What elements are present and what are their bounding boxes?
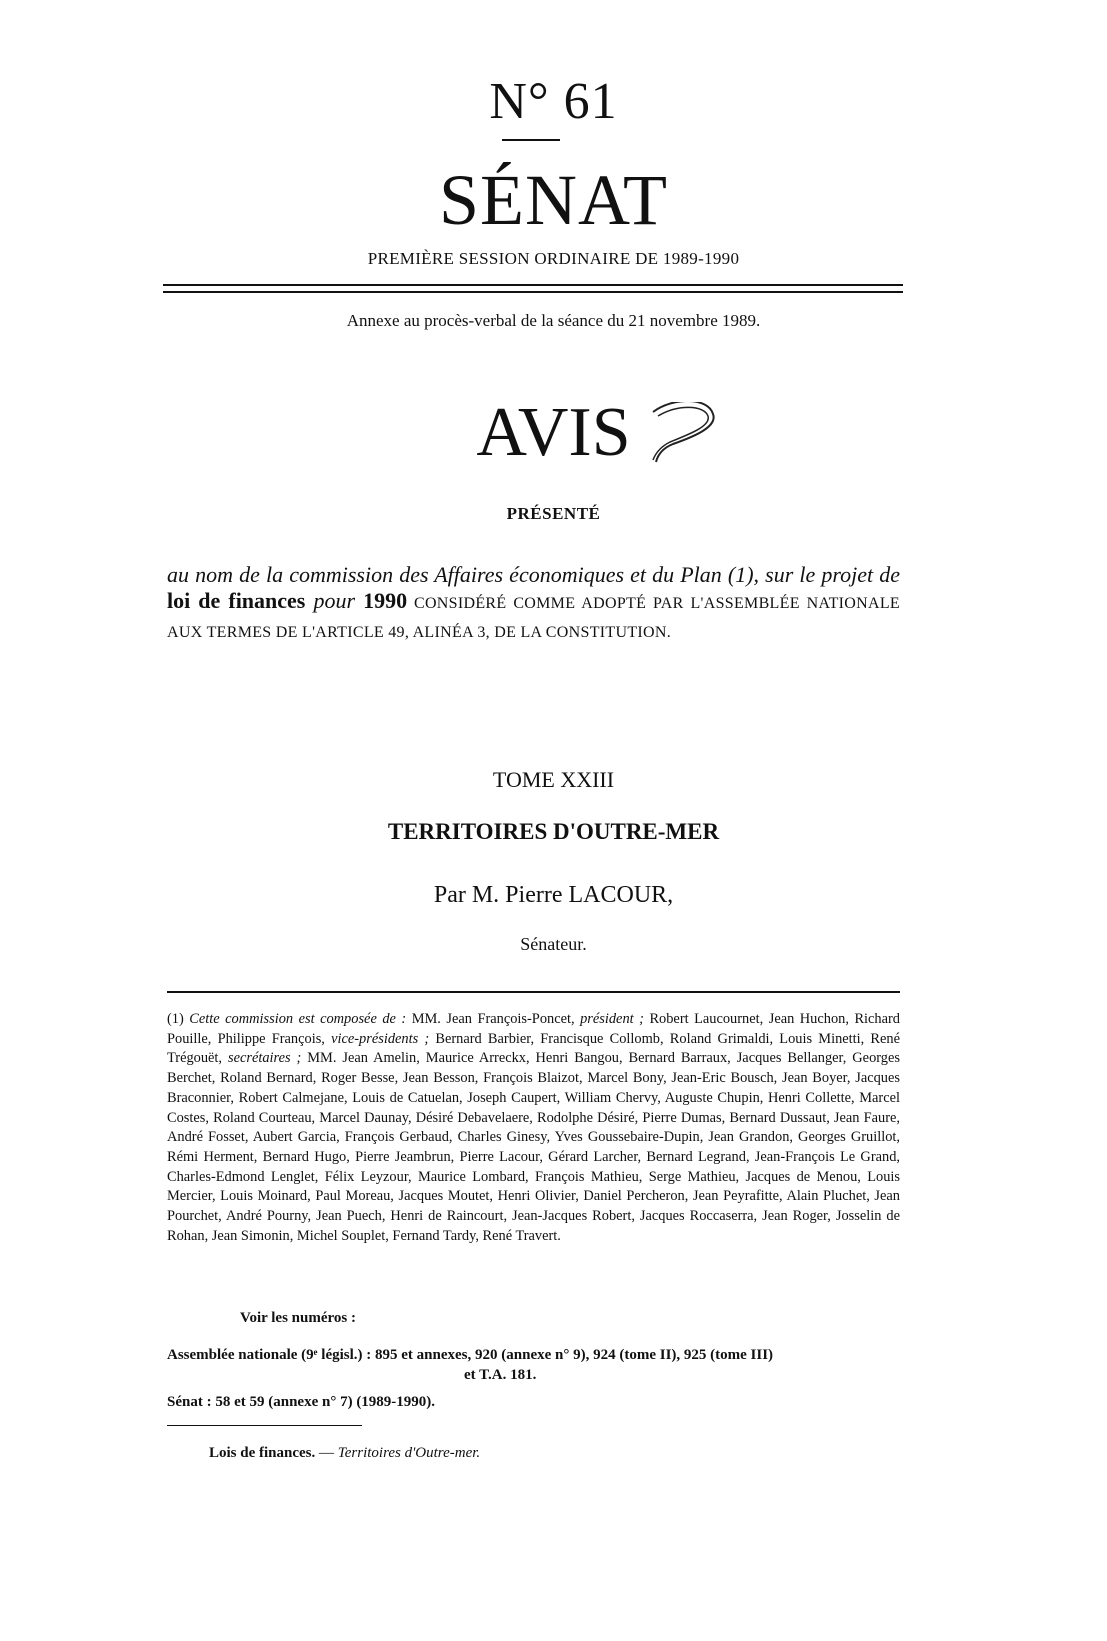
chamber-name: SÉNAT xyxy=(438,160,668,240)
double-rule xyxy=(163,284,903,293)
references-senate: Sénat : 58 et 59 (annexe n° 7) (1989-1990). xyxy=(167,1394,436,1410)
footnote-commission xyxy=(167,1010,900,1246)
subject-bold: loi de finances xyxy=(167,588,306,613)
classification-label: Lois de finances. xyxy=(209,1445,316,1461)
subject-text-1: au nom de la commission des Affaires économiques et du Plan (1), sur le projet de xyxy=(167,562,900,587)
handwritten-mark-icon xyxy=(648,402,728,482)
subject-paragraph xyxy=(167,562,900,646)
footnote-vice-presidents: vice-présidents ; xyxy=(331,1030,436,1047)
footnote-text-4: MM. Jean Amelin, Maurice Arreckx, Henri Bangou, Bernard Barraux, Jacques Bellanger, Georges Berchet, Roland Bernard, Roger Besse, Jean Besson, François Blaizot, Marcel Bony, Jean-Eric Bousch, Jean Boyer, Jacques Braconnier, Robert Calmejane, Louis de Catuelan, Joseph Caupert, William Chervy, Auguste Chupin, Henri Collette, Marcel Costes, Roland Courteau, Marcel Daunay, Désiré Debavelaere, Rodolphe Désiré, Pierre Dumas, Bernard Dussaut, Jean Faure, André Fosset, Aubert Garcia, François Gerbaud, Charles Ginesy, Yves Goussebaire-Dupin, Jean Grandon, Georges Gruillot, Rémi Herment, Bernard Hugo, Pierre Jeambrun, Pierre Lacour, Gérard Larcher, Bernard Legrand, Jean-François Le Grand, Charles-Edmond Lenglet, Félix Leyzour, Maurice Lombard, François Mathieu, Serge Mathieu, Jacques de Menou, Louis Mercier, Louis Moinard, Paul Moreau, Jacques Moutet, Henri Olivier, Daniel Percheron, Jean Peyrafitte, Alain Pluchet, Jean Pourchet, André Pourny, Jean Puech, Henri de Raincourt, Jean-Jacques Robert, Jacques Roccaserra, Jean Roger, Josselin de Rohan, Jean Simonin, Michel Souplet, Fernand Tardy, René Travert. xyxy=(167,1050,900,1244)
document-type: AVIS xyxy=(476,394,631,471)
annex-line: Annexe au procès-verbal de la séance du 21 novembre 1989. xyxy=(346,311,761,330)
document-number: N° 61 xyxy=(489,73,618,130)
assembly-line-1: Assemblée nationale (9ᵉ législ.) : 895 et annexes, 920 (annexe n° 9), 924 (tome II), 925 (tome III) xyxy=(167,1347,774,1363)
references-heading: Voir les numéros : xyxy=(240,1310,356,1326)
subject-text-2: pour xyxy=(305,588,364,613)
references-assembly xyxy=(167,1345,900,1385)
volume-subject: TERRITOIRES D'OUTRE-MER xyxy=(387,819,720,844)
classification-topic: Territoires d'Outre-mer. xyxy=(337,1445,481,1461)
footnote-president: président ; xyxy=(580,1011,650,1027)
subject-text-3: CONSIDÉRÉ COMME ADOPTÉ PAR L'ASSEMBLÉE NATIONALE AUX TERMES DE L'ARTICLE 49, ALINÉA 3, DE LA CONSTITUTION. xyxy=(167,595,900,641)
session-line: PREMIÈRE SESSION ORDINAIRE DE 1989-1990 xyxy=(367,249,740,268)
classification-dash: — xyxy=(315,1445,338,1461)
footnote-text-3: Bernard Barbier, Francisque Collomb, Roland Grimaldi, Louis Minetti, René Trégouët, xyxy=(167,1030,901,1067)
footnote-intro: Cette commission est composée de : xyxy=(189,1011,412,1027)
footnote-rule xyxy=(167,991,900,993)
footnote-text-1: MM. Jean François-Poncet, xyxy=(411,1011,581,1027)
subject-year: 1990 xyxy=(363,588,408,613)
header-rule xyxy=(502,139,560,141)
presented-label: PRÉSENTÉ xyxy=(506,504,601,523)
footnote-secretaries: secrétaires ; xyxy=(227,1050,308,1067)
author-line: Par M. Pierre LACOUR, xyxy=(433,882,674,908)
footnote-text-2: Robert Laucournet, Jean Huchon, Richard Pouille, Philippe François, xyxy=(167,1011,901,1047)
classification-line xyxy=(209,1443,480,1463)
classification-rule xyxy=(167,1425,362,1426)
tome-number: TOME XXIII xyxy=(492,767,615,792)
author-title: Sénateur. xyxy=(520,934,587,954)
assembly-line-2: et T.A. 181. xyxy=(464,1367,537,1383)
footnote-marker: (1) xyxy=(167,1011,190,1027)
